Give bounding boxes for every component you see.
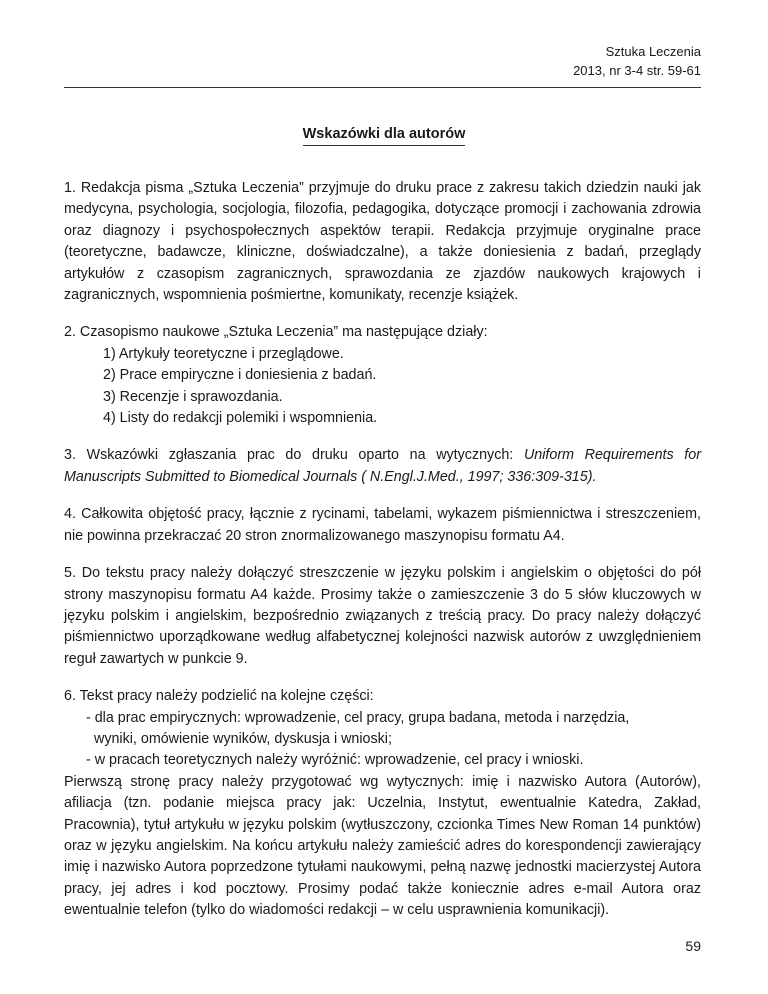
paragraph-3-text: 3. Wskazówki zgłaszania prac do druku oparto na wytycznych: bbox=[64, 447, 524, 464]
paragraph-6-intro: 6. Tekst pracy należy podzielić na kolejne części: bbox=[64, 688, 374, 705]
paragraph-2 bbox=[64, 322, 701, 429]
title-text: Wskazówki dla autorów bbox=[303, 126, 466, 146]
paragraph-3-citation: Uniform Requirements for Manuscripts Submitted to Biomedical Journals ( N.Engl.J.Med., 1997; 336:309-315). bbox=[64, 447, 701, 485]
parts-list-item: - dla prac empirycznych: wprowadzenie, cel pracy, grupa badana, metoda i narzędzia, bbox=[86, 709, 630, 726]
paragraph-3 bbox=[64, 445, 701, 488]
page-title bbox=[0, 126, 768, 146]
paragraph-1: 1. Redakcja pisma „Sztuka Leczenia” przyjmuje do druku prace z zakresu takich dziedzin nauki jak medycyna, psychologia, socjologia, filozofia, pedagogika, dotyczące promocji i zachowania zdrowia oraz diagnozy i psychospołecznych aspektów terapii. Redakcja przyjmuje oryginalne prace (teoretyczne, badawcze, kliniczne, doświadczalne), a także doniesienia z badań, przeglądy artykułów z czasopism zagranicznych, sprawozdania ze zjazdów naukowych krajowych i zagranicznych, wspomnienia pośmiertne, komunikaty, recenzje książek. bbox=[64, 180, 701, 304]
journal-name: Sztuka Leczenia bbox=[605, 44, 701, 59]
section-list-item: 1) Artykuły teoretyczne i przeglądowe. bbox=[103, 345, 344, 362]
document-body bbox=[64, 178, 701, 922]
paragraph-2-intro: 2. Czasopismo naukowe „Sztuka Leczenia” ma następujące działy: bbox=[64, 324, 488, 341]
parts-list-item: - w pracach teoretycznych należy wyróżnić: wprowadzenie, cel pracy i wnioski. bbox=[86, 752, 584, 769]
section-list-item: 2) Prace empiryczne i doniesienia z badań. bbox=[103, 367, 377, 384]
section-list-item: 4) Listy do redakcji polemiki i wspomnienia. bbox=[103, 410, 378, 427]
section-list-item: 3) Recenzje i sprawozdania. bbox=[103, 388, 283, 405]
running-header bbox=[573, 42, 701, 80]
header-divider bbox=[64, 87, 701, 88]
issue-info: 2013, nr 3-4 str. 59-61 bbox=[573, 63, 701, 78]
paragraph-6-body: Pierwszą stronę pracy należy przygotować wg wytycznych: imię i nazwisko Autora (Autorów), afiliacja (tzn. podanie miejsca pracy jak: Uczelnia, Instytut, ewentualnie Katedra, Zakład, Pracownia), tytuł artykułu w języku polskim (wytłuszczony, czcionka Times New Roman 14 punktów) oraz w języku angielskim. Na końcu artykułu należy zamieścić adres do korespondencji zawierający imię i nazwisko Autora poprzedzone tytułami naukowymi, pełną nazwę jednostki macierzystej Autora pracy, jej adres i kod pocztowy. Prosimy podać także koniecznie adres e-mail Autora oraz ewentualnie telefon (tylko do wiadomości redakcji – w celu usprawnienia komunikacji). bbox=[64, 773, 701, 919]
paragraph-6 bbox=[64, 686, 701, 921]
page-number: 59 bbox=[685, 938, 701, 954]
parts-list-item-continuation: wyniki, omówienie wyników, dyskusja i wnioski; bbox=[94, 730, 392, 747]
paragraph-5: 5. Do tekstu pracy należy dołączyć streszczenie w języku polskim i angielskim o objętości do pół strony maszynopisu formatu A4 każde. Prosimy także o zamieszczenie 3 do 5 słów kluczowych w języku polskim i angielskim, bezpośrednio związanych z treścią pracy. Do pracy należy dołączyć piśmiennictwo uporządkowane według alfabetycznej kolejności nazwisk autorów z uwzględnieniem reguł zawartych w punkcie 9. bbox=[64, 565, 701, 667]
paragraph-4: 4. Całkowita objętość pracy, łącznie z rycinami, tabelami, wykazem piśmiennictwa i streszczeniem, nie powinna przekraczać 20 stron znormalizowanego maszynopisu formatu A4. bbox=[64, 506, 701, 544]
